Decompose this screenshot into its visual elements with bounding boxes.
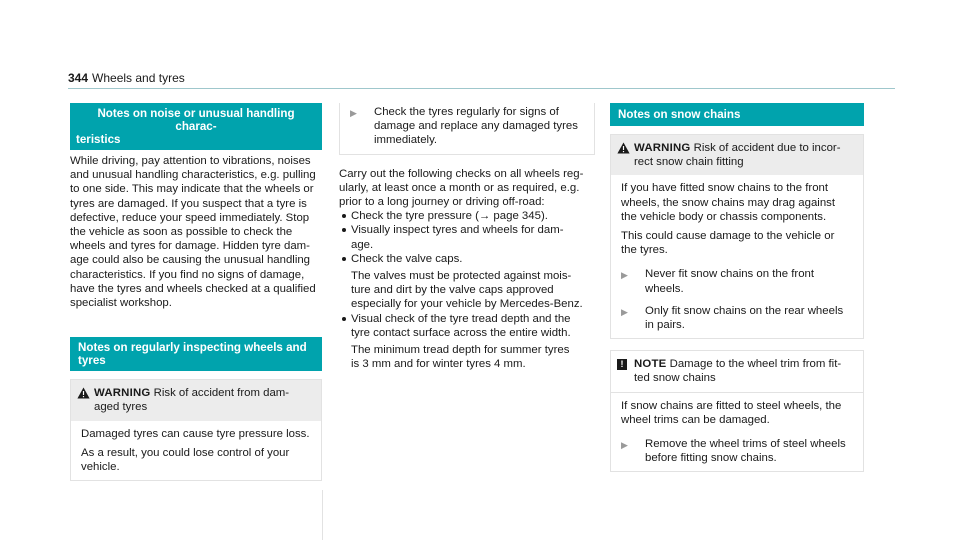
- note-line: Damage to the wheel trim from fit‐: [666, 358, 842, 371]
- text-line: Check the tyre pressure (→ page 345).: [351, 210, 548, 223]
- list-item-note: [351, 269, 595, 312]
- body-line: and unusual handling characteristics, e.g. pulling: [70, 169, 316, 182]
- heading-line: Notes on noise or unusual handling charac‐: [97, 107, 295, 133]
- warning-line: rect snow chain fitting: [634, 156, 744, 169]
- warning-header: [611, 135, 863, 175]
- warning-text: [634, 141, 841, 169]
- instruction-step: [340, 103, 594, 154]
- text-line: As a result, you could lose control of your: [81, 446, 290, 459]
- column-3: [610, 103, 864, 472]
- heading-line: tyres: [78, 354, 106, 368]
- text-line: Check the tyres regularly for signs of: [374, 106, 559, 118]
- warning-paragraph: [621, 229, 855, 257]
- text-line: wheels, the snow chains may drag against: [621, 196, 836, 209]
- step-text: [645, 304, 843, 332]
- text-line: ularly, at least once a month or as required, e.g.: [339, 181, 580, 194]
- checks-list: [339, 209, 595, 371]
- text-line: If snow chains are fitted to steel wheels, the: [621, 399, 842, 412]
- text-line: ture and dirt by the valve caps approved: [351, 284, 554, 297]
- body-line: have the tyres and wheels checked at a qualified: [70, 282, 316, 295]
- step-box: [339, 103, 595, 155]
- text-line: the vehicle body or chassis components.: [621, 210, 827, 223]
- warning-box-tyres: [70, 379, 322, 481]
- page-title: Wheels and tyres: [92, 71, 185, 85]
- text-line: especially for your vehicle by Mercedes-Benz.: [351, 298, 583, 311]
- heading-line: Notes on regularly inspecting wheels and: [78, 341, 307, 355]
- text-line: This could cause damage to the vehicle or: [621, 230, 835, 243]
- text-line: prior to a long journey or driving off-road:: [339, 196, 545, 209]
- list-item: [339, 223, 595, 251]
- header-rule: [68, 88, 895, 89]
- note-icon-wrap: [617, 357, 634, 371]
- text-line: Remove the wheel trims of steel wheels: [645, 438, 846, 451]
- warning-box-snow-chains: [610, 134, 864, 339]
- body-line: to one side. This may indicate that the wheels or: [70, 183, 314, 196]
- section-heading-noise: [70, 103, 322, 150]
- warning-content: [71, 421, 321, 481]
- warning-paragraph: Damaged tyres can cause tyre pressure loss.: [81, 427, 310, 440]
- instruction-step: [611, 433, 863, 471]
- warning-paragraph: [621, 181, 855, 224]
- step-text: [645, 267, 814, 295]
- play-triangle-icon: ▶: [350, 108, 357, 118]
- text-line: The valves must be protected against mois‐: [351, 270, 572, 283]
- step-text: [645, 437, 846, 465]
- list-item: [339, 312, 595, 372]
- warning-line: Risk of accident due to incor‐: [690, 142, 841, 154]
- note-text: [634, 357, 841, 385]
- text-line: immediately.: [374, 134, 438, 147]
- text-line: Never fit snow chains on the front: [645, 268, 815, 281]
- text-line: age.: [351, 238, 374, 251]
- text-line: Visual check of the tyre tread depth and the: [351, 312, 571, 325]
- text-line: tyre contact surface across the entire width.: [351, 326, 571, 339]
- text-line: Visually inspect tyres and wheels for dam‐: [351, 224, 564, 237]
- note-line: ted snow chains: [634, 372, 716, 385]
- instruction-step: [611, 263, 863, 301]
- column-2: [339, 103, 595, 371]
- text-line: The minimum tread depth for summer tyres: [351, 344, 570, 357]
- text-line: If you have fitted snow chains to the front: [621, 182, 829, 195]
- list-item: [339, 209, 595, 223]
- text-line: wheels.: [645, 282, 684, 295]
- body-line: the vehicle as soon as possible to check the: [70, 226, 293, 239]
- noise-body: [70, 154, 322, 310]
- step-text: [374, 105, 578, 148]
- body-line: specialist workshop.: [70, 297, 172, 310]
- page-header: [68, 71, 895, 86]
- note-box-wheel-trim: [610, 350, 864, 472]
- body-line: wheels and tyres for damage. Hidden tyre dam‐: [70, 240, 310, 253]
- note-label: NOTE: [634, 358, 667, 371]
- note-content: [611, 393, 863, 433]
- section-heading-inspect: [70, 337, 322, 371]
- column-1: [70, 103, 322, 481]
- text-line: wheel trims can be damaged.: [621, 413, 770, 426]
- list-item-note: [351, 343, 595, 371]
- text-line: Carry out the following checks on all wheels reg‐: [339, 167, 584, 180]
- text-line: in pairs.: [645, 319, 685, 332]
- body-line: characteristics. If you find no signs of damage,: [70, 268, 305, 281]
- body-line: age could also be causing the unusual handling: [70, 254, 311, 267]
- play-triangle-icon: ▶: [621, 270, 628, 281]
- warning-label: WARNING: [94, 387, 151, 400]
- exclamation-box-icon: !: [617, 359, 627, 370]
- warning-label: WARNING: [634, 142, 691, 154]
- text-line: the tyres.: [621, 244, 668, 257]
- note-header: [611, 351, 863, 391]
- list-item: [339, 252, 595, 312]
- warning-text: [94, 386, 289, 414]
- heading-line: teristics: [76, 133, 121, 146]
- warning-line: aged tyres: [94, 401, 148, 414]
- body-line: tyres are damaged. If you suspect that a tyre is: [70, 197, 307, 210]
- body-line: defective, reduce your speed immediately. Stop: [70, 211, 310, 224]
- text-line: Check the valve caps.: [351, 252, 463, 265]
- warning-triangle-icon: [77, 387, 94, 403]
- play-triangle-icon: ▶: [621, 306, 628, 317]
- text-line: Only fit snow chains on the rear wheels: [645, 304, 844, 317]
- page-number: 344: [68, 71, 89, 85]
- text-line: before fitting snow chains.: [645, 452, 777, 465]
- warning-paragraph: [81, 446, 313, 474]
- instruction-step: [611, 302, 863, 338]
- checks-intro: [339, 167, 595, 210]
- section-heading-snow-chains: Notes on snow chains: [610, 103, 864, 126]
- body-line: While driving, pay attention to vibrations, noises: [70, 155, 311, 167]
- text-line: damage and replace any damaged tyres: [374, 120, 578, 133]
- note-paragraph: [621, 399, 855, 427]
- warning-line: Risk of accident from dam‐: [150, 387, 290, 400]
- warning-content: [611, 175, 863, 263]
- text-line: is 3 mm and for winter tyres 4 mm.: [351, 358, 526, 371]
- play-triangle-icon: ▶: [621, 440, 628, 451]
- warning-header: [71, 380, 321, 420]
- warning-triangle-icon: [617, 142, 634, 158]
- text-line: vehicle.: [81, 461, 120, 474]
